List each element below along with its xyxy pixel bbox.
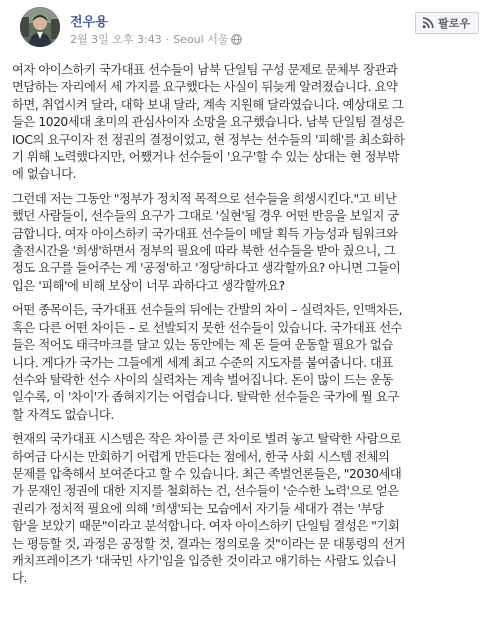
text-line: 하여금 다시는 만회하기 어렵게 만든다는 점에서, 한국 사회 시스템 전체의 bbox=[12, 449, 390, 464]
paragraph bbox=[12, 62, 480, 184]
text-line: 정도 요구를 들어주는 게 '공정'하고 '정당'하다고 생각할까요? 아니면 그들이 bbox=[12, 261, 401, 276]
text-line: 니다. 게다가 국가는 그들에게 세계 최고 수준의 지도자를 붙여줍니다. 대표 bbox=[12, 355, 393, 370]
text-line: 는 평등할 것, 과정은 공정할 것, 결과는 정의로울 것"이라는 문 대통령의 선거 bbox=[12, 536, 406, 551]
text-line: 들은 1020세대 초미의 관심사이자 소망을 요구했습니다. 남북 단일팀 결성은 bbox=[12, 115, 405, 130]
meta-separator: · bbox=[165, 32, 170, 46]
paragraph bbox=[12, 302, 480, 424]
text-line: 어떤 종목이든, 국가대표 선수들의 뒤에는 간발의 차이 – 실력차든, 인맥차든, bbox=[12, 303, 403, 318]
text-line: 가 문재인 정권에 대한 지지를 철회하는 건, 선수들이 '순수한 노력'으로 얻은 bbox=[12, 484, 399, 499]
text-line: 함'을 보았기 때문"이라고 분석합니다. 여자 아이스하키 단일팀 결성은 "기회 bbox=[12, 519, 400, 534]
rss-follow-icon bbox=[422, 17, 434, 29]
text-line: 여자 아이스하키 국가대표 선수들이 남북 단일팀 구성 문제로 문체부 장관과 bbox=[12, 63, 398, 77]
paragraph bbox=[12, 191, 480, 295]
text-line: IOC의 요구이자 전 정권의 결정이었고, 현 정부는 선수들의 '피해'를 최소화하 bbox=[12, 132, 405, 147]
text-line: 면담하는 자리에서 세 가지를 요구했다는 사실이 뒤늦게 알려졌습니다. 요약 bbox=[12, 80, 398, 95]
post-meta bbox=[70, 31, 242, 47]
text-line: 일수록, 이 '차이'가 좁혀지기는 어렵습니다. 탈락한 선수들은 국가에 뭘 요구 bbox=[12, 390, 399, 405]
text-line: 들은 적어도 태극마크를 달고 있는 동안에는 제 돈 들여 운동할 필요가 없습 bbox=[12, 338, 393, 353]
text-line: 권리가 정치적 필요에 의해 '희생'되는 모습에서 자기들 세대가 겪는 '부당 bbox=[12, 501, 384, 516]
text-line: 문제를 압축해서 보여준다고 할 수 있습니다. 최근 족벌언론들은, "2030세대 bbox=[12, 466, 402, 481]
text-line: 에 없습니다. bbox=[12, 167, 77, 182]
author-avatar[interactable] bbox=[20, 7, 60, 47]
text-line: 했던 사람들이, 선수들의 요구가 그대로 '실현'될 경우 어떤 반응을 보일지 궁 bbox=[12, 209, 399, 224]
post-location[interactable]: Seoul 서울 bbox=[173, 33, 229, 46]
text-line: 선수와 탈락한 선수 사이의 실력차는 계속 벌어집니다. 돈이 많이 드는 운동 bbox=[12, 372, 393, 387]
text-line: 입은 '피해'에 비해 보상이 너무 과하다고 생각할까요? bbox=[12, 278, 285, 293]
author-name[interactable]: 전우용 bbox=[70, 15, 108, 30]
follow-label: 팔로우 bbox=[438, 17, 470, 30]
text-line: 현재의 국가대표 시스템은 작은 차이를 큰 차이로 벌려 놓고 탈락한 사람으로 bbox=[12, 432, 401, 447]
profile-photo-icon bbox=[20, 7, 60, 47]
text-line: 출전시간을 '희생'하면서 정부의 필요에 따라 북한 선수들을 받아 줬으니, 그 bbox=[12, 244, 396, 259]
globe-icon bbox=[231, 34, 242, 45]
text-line: 하면, 취업시켜 달라, 대학 보내 달라, 계속 지원해 달라였습니다. 예상대로 그 bbox=[12, 97, 404, 112]
post-date[interactable]: 2월 3일 오후 3:43 bbox=[70, 33, 162, 46]
text-line: 다. bbox=[12, 571, 27, 586]
text-line: 그런데 저는 그동안 "정부가 정치적 목적으로 선수들을 희생시킨다."고 비난 bbox=[12, 191, 397, 206]
paragraph bbox=[12, 431, 480, 588]
text-line: 혹은 다른 어떤 차이든 – 로 선발되지 못한 선수들이 있습니다. 국가대표 선수 bbox=[12, 320, 403, 335]
text-line: 기 위해 노력했다지만, 어쨌거나 선수들이 '요구'할 수 있는 상대는 현 정부밖 bbox=[12, 150, 399, 165]
text-line: 할 자격도 없습니다. bbox=[12, 407, 114, 422]
text-line: 금합니다. 여자 아이스하키 국가대표 선수들이 메달 획득 가능성과 팀워크와 bbox=[12, 226, 398, 241]
text-line: 캐치프레이즈가 '대국민 사기'임을 입증한 것이라고 얘기하는 사람도 있습니 bbox=[12, 553, 397, 568]
post-header bbox=[12, 0, 483, 58]
follow-button[interactable] bbox=[415, 12, 479, 34]
post-body bbox=[12, 62, 480, 595]
